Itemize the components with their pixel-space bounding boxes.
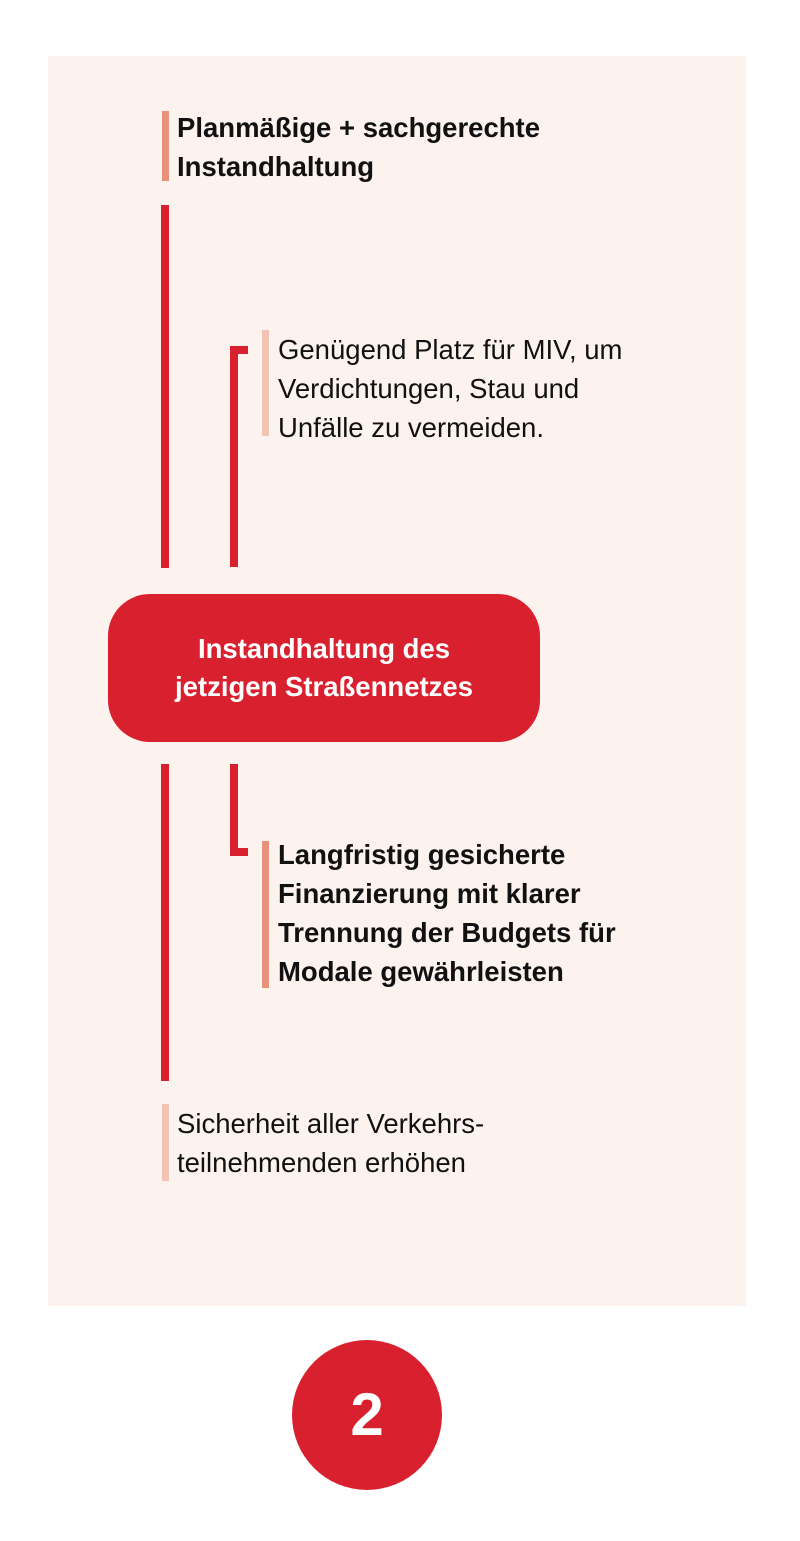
number-badge-label: 2 [350,1381,384,1448]
number-badge [292,1340,442,1490]
branch-marker [162,1104,169,1181]
branch-line: Planmäßige + sachgerechte [177,112,541,143]
branch-text-space-for-traffic [278,330,622,447]
branch-text-financing [278,835,616,991]
connector-bottom-inner [230,764,238,856]
branch-line: Sicherheit aller Verkehrs- [177,1108,485,1139]
connector-top-inner [230,346,238,567]
branch-line: Unfälle zu vermeiden. [278,412,544,443]
branch-text-maintenance [177,108,540,186]
center-node-label: Instandhaltung des jetzigen Straßennetzes [175,633,473,702]
branch-marker [262,330,269,436]
branch-marker [162,111,169,181]
branch-line: teilnehmenden erhöhen [177,1147,466,1178]
branch-line: Trennung der Budgets für [278,917,616,948]
branch-marker [262,841,269,988]
branch-line: Finanzierung mit klarer [278,878,581,909]
branch-line: Verdichtungen, Stau und [278,373,580,404]
branch-line: Instandhaltung [177,151,375,182]
connector-bottom-outer [161,764,169,1081]
branch-line: Langfristig gesicherte [278,839,566,870]
connector-bottom-inner-hook [230,848,248,856]
connector-top-inner-hook [230,346,248,354]
connector-top-outer [161,205,169,568]
branch-line: Modale gewährleisten [278,956,564,987]
branch-line: Genügend Platz für MIV, um [278,334,623,365]
branch-text-safety [177,1104,484,1182]
center-node [108,594,540,742]
